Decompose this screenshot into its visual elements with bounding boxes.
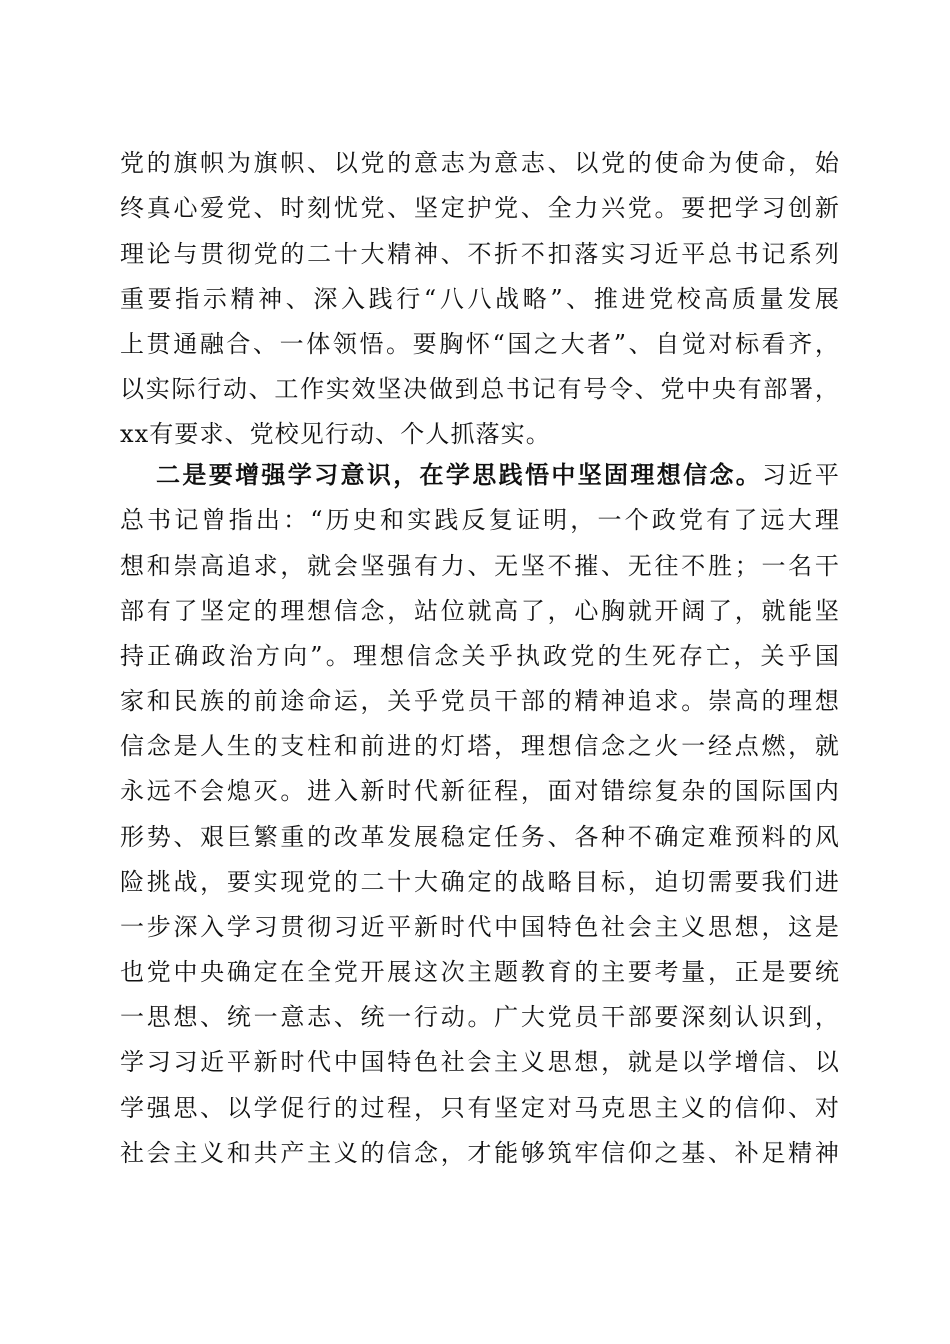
text-line: 学强思、以学促行的过程，只有坚定对马克思主义的信仰、对 xyxy=(120,1094,840,1122)
text-line: 学习习近平新时代中国特色社会主义思想，就是以学增信、以 xyxy=(120,1048,840,1076)
text-line: 家和民族的前途命运，关乎党员干部的精神追求。崇高的理想 xyxy=(120,687,840,715)
text-line: 持正确政治方向”。理想信念关乎执政党的生死存亡，关乎国 xyxy=(120,642,840,670)
text-line: 以实际行动、工作实效坚决做到总书记有号令、党中央有部署， xyxy=(120,375,840,403)
text-line: 信念是人生的支柱和前进的灯塔，理想信念之火一经点燃，就 xyxy=(120,732,840,760)
text-span: 习近平 xyxy=(762,461,840,489)
text-line: 理论与贯彻党的二十大精神、不折不扣落实习近平总书记系列 xyxy=(120,240,840,268)
text-line: 一步深入学习贯彻习近平新时代中国特色社会主义思想，这是 xyxy=(120,913,840,941)
text-line: 一思想、统一意志、统一行动。广大党员干部要深刻认识到， xyxy=(120,1003,840,1031)
section-heading: 二是要增强学习意识，在学思践悟中坚固理想信念。 xyxy=(156,460,763,489)
text-line: 也党中央确定在全党开展这次主题教育的主要考量，正是要统 xyxy=(120,958,840,986)
text-line: 想和崇高追求，就会坚强有力、无坚不摧、无往不胜；一名干 xyxy=(120,552,840,580)
paragraph-first-line xyxy=(156,460,840,490)
text-line: 险挑战，要实现党的二十大确定的战略目标，迫切需要我们进 xyxy=(120,868,840,896)
text-line: 重要指示精神、深入践行“八八战略”、推进党校高质量发展 xyxy=(120,285,840,313)
text-line: 上贯通融合、一体领悟。要胸怀“国之大者”、自觉对标看齐， xyxy=(120,330,840,358)
text-line: 党的旗帜为旗帜、以党的意志为意志、以党的使命为使命，始 xyxy=(120,149,840,177)
text-line: 总书记曾指出：“历史和实践反复证明，一个政党有了远大理 xyxy=(120,506,840,534)
text-line: 永远不会熄灭。进入新时代新征程，面对错综复杂的国际国内 xyxy=(120,777,840,805)
text-line: xx有要求、党校见行动、个人抓落实。 xyxy=(120,420,551,448)
text-line: 终真心爱党、时刻忧党、坚定护党、全力兴党。要把学习创新 xyxy=(120,194,840,222)
text-line: 社会主义和共产主义的信念，才能够筑牢信仰之基、补足精神 xyxy=(120,1139,840,1167)
text-line: 部有了坚定的理想信念，站位就高了，心胸就开阔了，就能坚 xyxy=(120,597,840,625)
text-line: 形势、艰巨繁重的改革发展稳定任务、各种不确定难预料的风 xyxy=(120,823,840,851)
